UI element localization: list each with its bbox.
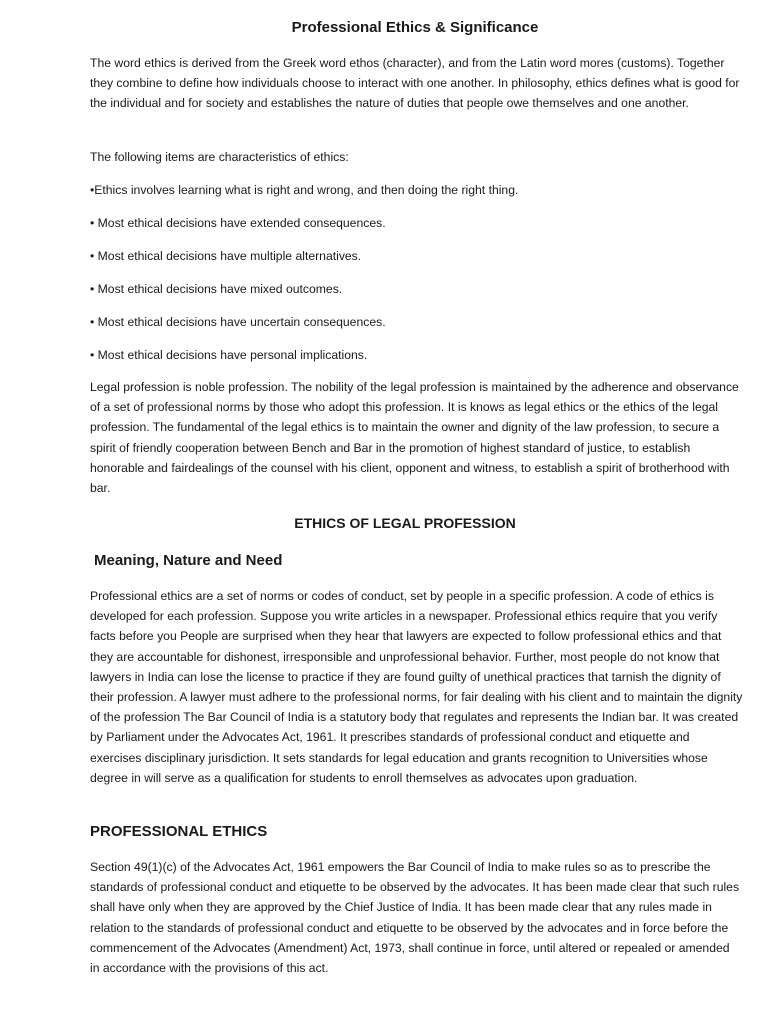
list-item: • Most ethical decisions have multiple alternatives. [90,249,362,263]
list-item: • Most ethical decisions have uncertain consequences. [90,315,386,329]
document-page [90,0,743,1024]
paragraph-legal-profession: Legal profession is noble profession. The nobility of the legal profession is maintained by the adherence and observance of a set of professional norms by those who adopt this profession. It is knows as legal ethics or the ethics of the legal profession. The fundamental of the legal ethics is to maintain the owner and dignity of the law profession, to secure a spirit of friendly cooperation between Bench and Bar in the promotion of highest standard of justice, to establish honorable and fairdealings of the counsel with his client, opponent and witness, to establish a spirit of brotherhood with bar. [90,380,739,496]
paragraph-section-49: Section 49(1)(c) of the Advocates Act, 1961 empowers the Bar Council of India to make rules so as to prescribe the standards of professional conduct and etiquette to be observed by the advocates. It has been made clear that such rules shall have only when they are approved by the Chief Justice of India. It has been made clear that any rules made in relation to the standards of professional conduct and etiquette to be observed by the advocates and in force before the commencement of the Advocates (Amendment) Act, 1973, shall continue in force, until altered or repealed or amended in accordance with the provisions of this act. [90,860,740,976]
paragraph-characteristics-intro: The following items are characteristics of ethics: [90,150,349,164]
document-title: Professional Ethics & Significance [291,19,539,36]
list-item: •Ethics involves learning what is right and wrong, and then doing the right thing. [90,183,519,197]
paragraph-professional-ethics-definition: Professional ethics are a set of norms or codes of conduct, set by people in a specific profession. A code of ethics is developed for each profession. Suppose you write articles in a newspaper. Professional ethics require that you verify facts before you People are surprised when they hear that lawyers are expected to follow professional ethics and that they are accountable for dishonest, irresponsible and unprofessional behavior. Further, most people do not know that lawyers in India can lose the license to practice if they are found guilty of unethical practices that tarnish the dignity of their profession. A lawyer must adhere to the professional norms, for fair dealing with his client and to maintain the dignity of the profession The Bar Council of India is a statutory body that regulates and represents the Indian bar. It was created by Parliament under the Advocates Act, 1961. It prescribes standards of professional conduct and etiquette and exercises disciplinary jurisdiction. It sets standards for legal education and grants recognition to Universities whose degree in will serve as a qualification for students to enroll themselves as advocates upon graduation. [90,589,743,785]
list-item: • Most ethical decisions have mixed outcomes. [90,282,343,296]
heading-ethics-of-legal-profession: ETHICS OF LEGAL PROFESSION [294,515,516,531]
list-item: • Most ethical decisions have extended consequences. [90,216,386,230]
paragraph-ethics-origin: The word ethics is derived from the Greek word ethos (character), and from the Latin word mores (customs). Together they combine to define how individuals choose to interact with one another. In philosophy, ethics defines what is good for the individual and for society and establishes the nature of duties that people owe themselves and one another. [90,56,740,111]
characteristics-list [90,180,518,378]
list-item: • Most ethical decisions have personal implications. [90,348,368,362]
heading-professional-ethics: PROFESSIONAL ETHICS [90,823,268,840]
heading-meaning-nature-need: Meaning, Nature and Need [94,552,283,569]
